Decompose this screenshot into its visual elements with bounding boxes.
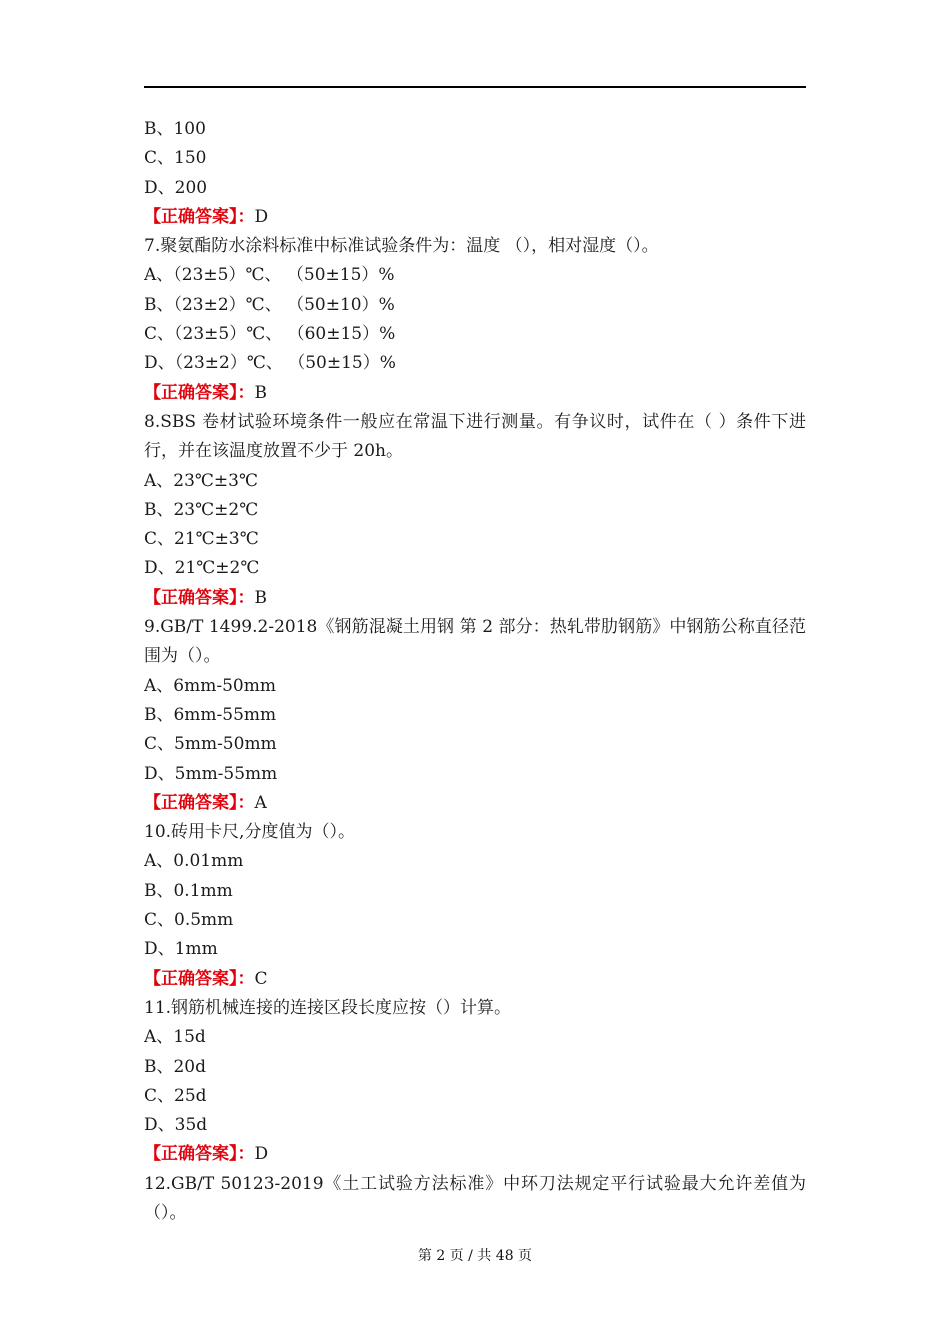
option-text: B、（23±2）℃、 （50±10）% xyxy=(144,294,395,315)
option-text: C、5mm-50mm xyxy=(144,734,277,755)
question-text: 8.SBS 卷材试验环境条件一般应在常温下进行测量。有争议时，试件在（ ）条件下进行，并在该温度放置不少于 20h。 xyxy=(144,411,806,462)
option-text: B、23℃±2℃ xyxy=(144,499,259,520)
answer-line xyxy=(144,1140,806,1169)
option-text: C、0.5mm xyxy=(144,910,234,931)
answer-label: 【正确答案】： xyxy=(144,1144,255,1165)
answer-value: A xyxy=(254,792,267,813)
question-text: 12.GB/T 50123-2019《土工试验方法标准》中环刀法规定平行试验最大允许差值为（）。 xyxy=(144,1173,806,1223)
option-text: B、6mm-55mm xyxy=(144,704,277,725)
option-text: A、（23±5）℃、 （50±15）% xyxy=(144,265,395,286)
option-text: D、35d xyxy=(144,1115,208,1136)
answer-label: 【正确答案】： xyxy=(144,587,255,608)
answer-line xyxy=(144,789,806,818)
answer-line xyxy=(144,584,806,613)
page-content xyxy=(144,115,806,1228)
page-footer: 第 2 页 / 共 48 页 xyxy=(417,1248,533,1264)
option-text: A、23℃±3℃ xyxy=(144,470,259,491)
option-text: B、20d xyxy=(144,1056,207,1077)
option-text: A、15d xyxy=(144,1027,206,1048)
option-text: C、（23±5）℃、 （60±15）% xyxy=(144,324,396,345)
answer-label: 【正确答案】： xyxy=(144,968,255,989)
answer-line xyxy=(144,203,806,232)
question-text: 11.钢筋机械连接的连接区段长度应按（）计算。 xyxy=(144,997,512,1018)
answer-value: B xyxy=(254,587,267,608)
option-text: C、21℃±3℃ xyxy=(144,529,259,550)
answer-label: 【正确答案】： xyxy=(144,382,255,403)
option-text: D、5mm-55mm xyxy=(144,763,278,784)
question-text: 9.GB/T 1499.2-2018《钢筋混凝土用钢 第 2 部分：热轧带肋钢筋》中钢筋公称直径范围为（）。 xyxy=(144,617,806,667)
option-text: B、100 xyxy=(144,119,206,139)
answer-value: D xyxy=(254,206,269,227)
answer-value: C xyxy=(254,968,268,989)
option-text: A、0.01mm xyxy=(144,851,244,872)
header-rule xyxy=(144,86,806,88)
option-text: C、25d xyxy=(144,1085,207,1106)
answer-value: B xyxy=(254,382,267,403)
answer-label: 【正确答案】： xyxy=(144,206,255,227)
question-text: 10.砖用卡尺,分度值为（）。 xyxy=(144,822,355,843)
question-text: 7.聚氨酯防水涂料标准中标准试验条件为：温度 （），相对湿度（）。 xyxy=(144,236,659,257)
option-text: D、21℃±2℃ xyxy=(144,558,260,579)
answer-label: 【正确答案】： xyxy=(144,792,255,813)
answer-line xyxy=(144,965,806,994)
option-text: B、0.1mm xyxy=(144,880,233,901)
answer-line xyxy=(144,379,806,408)
option-text: D、200 xyxy=(144,177,208,198)
option-text: D、（23±2）℃、 （50±15）% xyxy=(144,353,396,374)
option-text: A、6mm-50mm xyxy=(144,675,276,696)
option-text: C、150 xyxy=(144,148,207,169)
answer-value: D xyxy=(254,1144,269,1165)
option-text: D、1mm xyxy=(144,939,218,960)
